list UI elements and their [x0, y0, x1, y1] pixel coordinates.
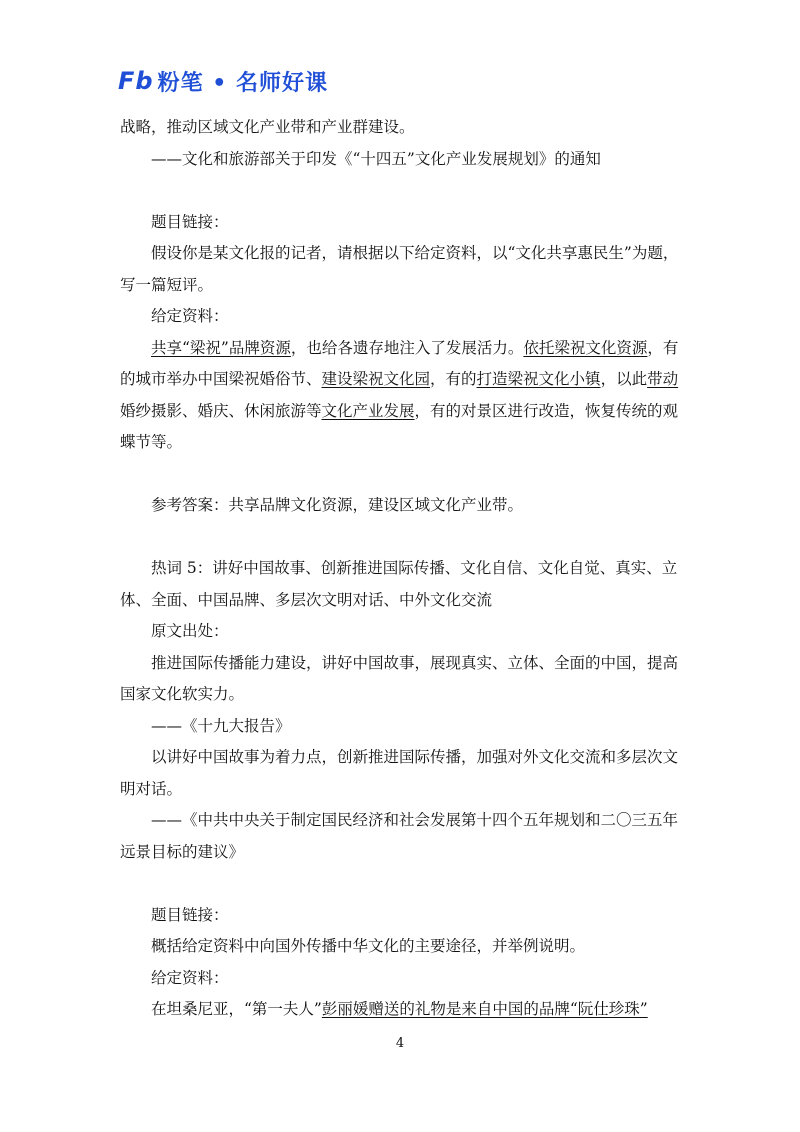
text-span: ，以此: [600, 370, 648, 388]
underlined-text: 彭丽媛赠送的礼物是来自中国的品牌“阮仕珍珠”: [321, 1000, 648, 1018]
brand-logo: [118, 66, 328, 96]
material-paragraph: [120, 994, 688, 1026]
paragraph: 推进国际传播能力建设，讲好中国故事，展现真实、立体、全面的中国，提高国家文化软实力。: [120, 653, 679, 703]
section-label: 原文出处：: [151, 622, 229, 640]
paragraph: 概括给定资料中向国外传播中华文化的主要途径，并举例说明。: [151, 937, 586, 955]
paragraph: 战略，推动区域文化产业带和产业群建设。: [120, 118, 415, 136]
paragraph: 以讲好中国故事为着力点，创新推进国际传播，加强对外文化交流和多层次文明对话。: [120, 748, 679, 798]
underlined-text: 共享“梁祝”品牌资源: [151, 338, 291, 357]
text-span: ，有的: [430, 370, 477, 388]
underlined-text: 文化产业发展: [321, 401, 415, 420]
brand-text: 粉笔 • 名师好课: [157, 70, 328, 96]
text-span: ，有的城市举办中国梁祝婚俗节、: [120, 338, 679, 388]
material-paragraph: [120, 333, 688, 459]
document-body: [120, 112, 688, 1026]
text-span: 婚纱摄影、婚庆、休闲旅游等: [120, 401, 322, 420]
text-span: 在坦桑尼亚，“第一夫人”: [151, 1000, 322, 1018]
section-label: 题目链接：: [151, 905, 229, 924]
text-span: ，有的对景区进行改造，恢复传统的观蝶节等。: [120, 401, 679, 451]
underlined-text: 打造梁祝文化小镇: [476, 370, 601, 388]
text-span: ，也给各遗存地注入了发展活力。: [290, 338, 524, 357]
underlined-text: 依托梁祝文化资源: [523, 338, 648, 357]
section-label: 题目链接：: [151, 212, 229, 231]
brand-mark: Fb: [118, 67, 154, 95]
hotword-heading: 热词 5：讲好中国故事、创新推进国际传播、文化自信、文化自觉、真实、立体、全面、中国品牌、多层次文明对话、中外文化交流: [120, 559, 678, 609]
reference-answer: 参考答案：共享品牌文化资源，建设区域文化产业带。: [151, 496, 524, 514]
section-label: 给定资料：: [151, 968, 229, 987]
source-line: ——《十九大报告》: [151, 716, 291, 735]
section-label: 给定资料：: [151, 307, 229, 325]
source-line: ——《中共中央关于制定国民经济和社会发展第十四个五年规划和二〇三五年远景目标的建议》: [120, 811, 679, 861]
source-line: ——文化和旅游部关于印发《“十四五”文化产业发展规划》的通知: [151, 149, 601, 168]
underlined-text: 建设梁祝文化园: [321, 370, 431, 388]
underlined-text: 带动: [647, 370, 679, 388]
page-number: 4: [395, 1036, 405, 1051]
paragraph: 假设你是某文化报的记者，请根据以下给定资料，以“文化共享惠民生”为题，写一篇短评。: [120, 244, 679, 294]
